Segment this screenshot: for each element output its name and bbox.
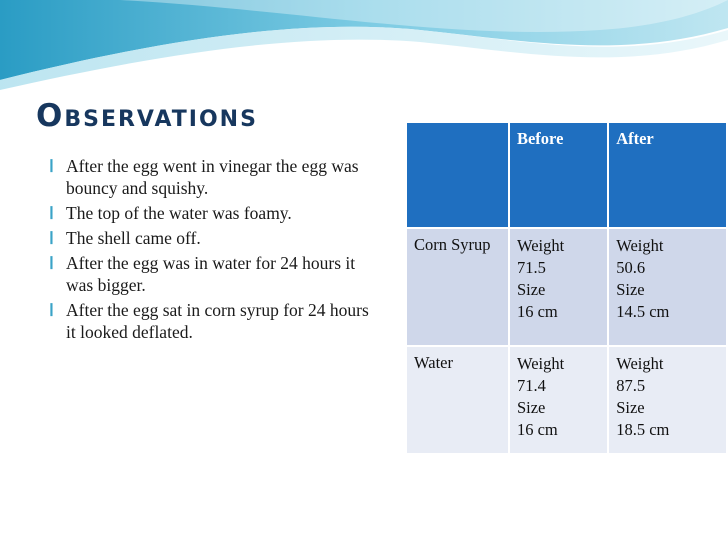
list-item: [46, 155, 376, 199]
list-item: [46, 227, 376, 249]
table-row: [406, 346, 727, 454]
after-cell: [608, 228, 727, 346]
slide-title: Observations: [36, 98, 258, 134]
cell-line: Size: [516, 398, 546, 417]
bullet-icon: ❙: [46, 204, 57, 219]
cell-line: 14.5 cm: [616, 302, 670, 321]
bullet-text: The top of the water was foamy.: [66, 203, 292, 223]
cell-line: Size: [616, 280, 645, 299]
row-label: Corn Syrup: [406, 228, 509, 346]
cell-line: 16 cm: [516, 302, 558, 321]
list-item: [46, 252, 376, 296]
bullet-text: After the egg sat in corn syrup for 24 hours it looked deflated.: [66, 300, 369, 342]
cell-line: Weight: [616, 236, 664, 255]
table-row: [406, 228, 727, 346]
list-item: [46, 202, 376, 224]
list-item: [46, 299, 376, 343]
table-header-row: [406, 122, 727, 228]
cell-line: 71.4: [516, 376, 546, 395]
bullet-text: After the egg went in vinegar the egg was bouncy and squishy.: [66, 156, 359, 198]
cell-line: 50.6: [616, 258, 646, 277]
observation-list: [46, 155, 376, 346]
cell-line: Weight: [616, 354, 664, 373]
cell-line: Size: [516, 280, 546, 299]
table-header-blank: [406, 122, 509, 228]
bullet-icon: ❙: [46, 254, 57, 269]
row-label: Water: [406, 346, 509, 454]
results-table: [405, 121, 728, 455]
bullet-icon: ❙: [46, 301, 57, 316]
table-header-before: Before: [509, 122, 608, 228]
before-cell: [509, 228, 608, 346]
table-header-after: After: [608, 122, 727, 228]
cell-line: Size: [616, 398, 645, 417]
bullet-text: The shell came off.: [66, 228, 201, 248]
cell-line: 18.5 cm: [616, 420, 670, 439]
before-cell: [509, 346, 608, 454]
cell-line: Weight: [516, 236, 565, 255]
after-cell: [608, 346, 727, 454]
cell-line: 16 cm: [516, 420, 558, 439]
bullet-text: After the egg was in water for 24 hours it was bigger.: [66, 253, 356, 295]
cell-line: 87.5: [616, 376, 646, 395]
cell-line: Weight: [516, 354, 565, 373]
bullet-icon: ❙: [46, 157, 57, 172]
bullet-icon: ❙: [46, 229, 57, 244]
cell-line: 71.5: [516, 258, 546, 277]
decorative-wave-banner: [0, 0, 728, 90]
